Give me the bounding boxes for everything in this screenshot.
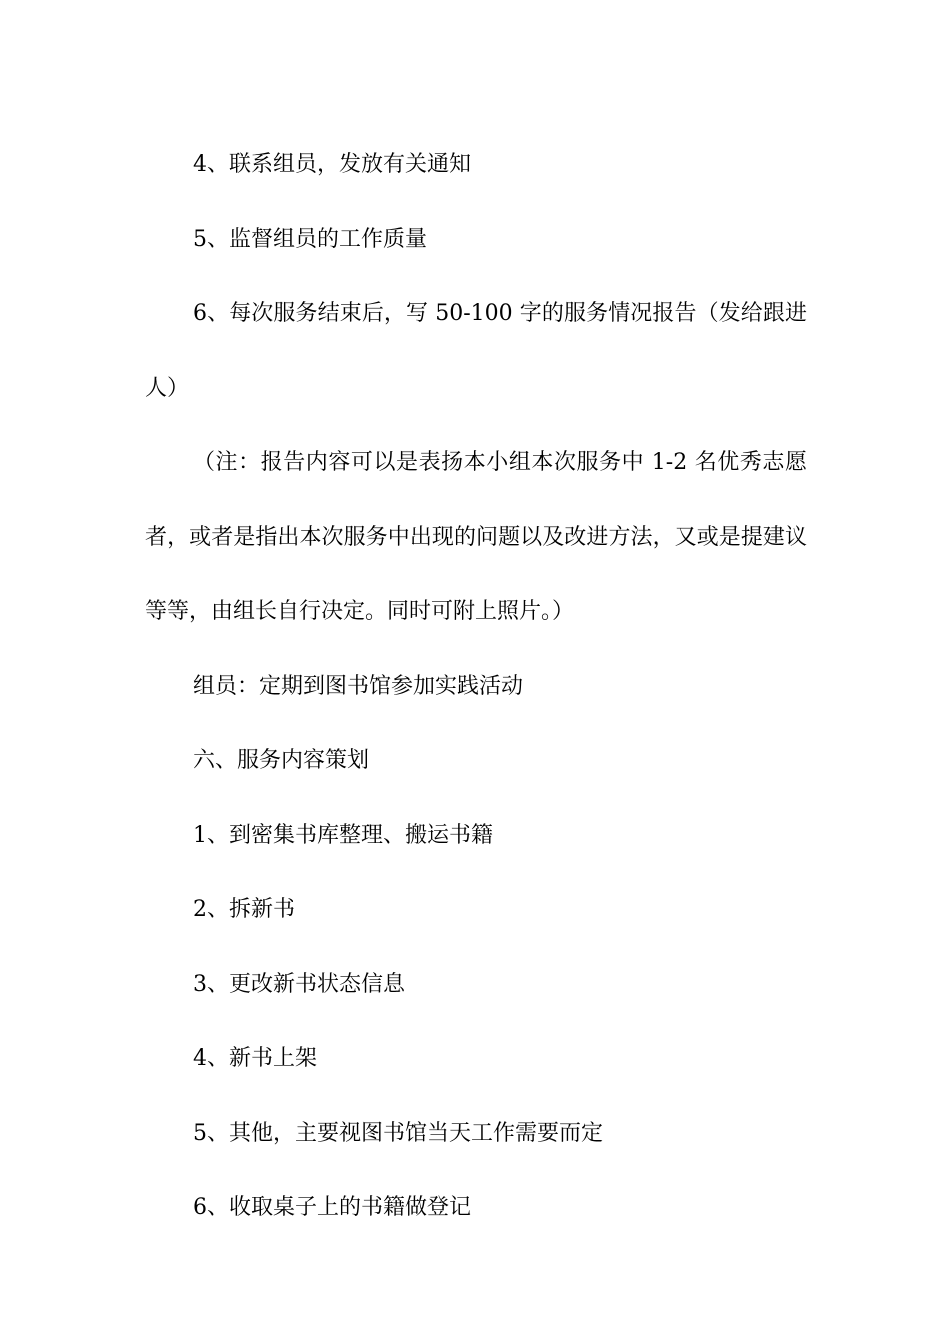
paragraph-supervise-quality: 5、监督组员的工作质量 bbox=[193, 226, 427, 252]
list-item-other-work: 5、其他，主要视图书馆当天工作需要而定 bbox=[193, 1120, 603, 1146]
paragraph-members-duty: 组员：定期到图书馆参加实践活动 bbox=[193, 673, 524, 699]
document-body bbox=[145, 128, 807, 1246]
paragraph-contact-members: 4、联系组员，发放有关通知 bbox=[193, 152, 471, 177]
list-item-update-status: 3、更改新书状态信息 bbox=[193, 971, 405, 997]
list-item-shelve-books: 4、新书上架 bbox=[193, 1046, 317, 1071]
list-item-unpack-books: 2、拆新书 bbox=[193, 897, 295, 922]
list-item-collect-books: 6、收取桌子上的书籍做登记 bbox=[193, 1195, 471, 1220]
list-item-organize-books: 1、到密集书库整理、搬运书籍 bbox=[193, 822, 493, 848]
paragraph-report-note: （注：报告内容可以是表扬本小组本次服务中 1-2 名优秀志愿者，或者是指出本次服务中出现的问题以及改进方法，又或是提建议等等，由组长自行决定。同时可附上照片。） bbox=[145, 450, 807, 624]
section-heading-service-plan: 六、服务内容策划 bbox=[193, 748, 370, 773]
paragraph-service-report: 6、每次服务结束后，写 50-100 字的服务情况报告（发给跟进人） bbox=[145, 301, 807, 401]
